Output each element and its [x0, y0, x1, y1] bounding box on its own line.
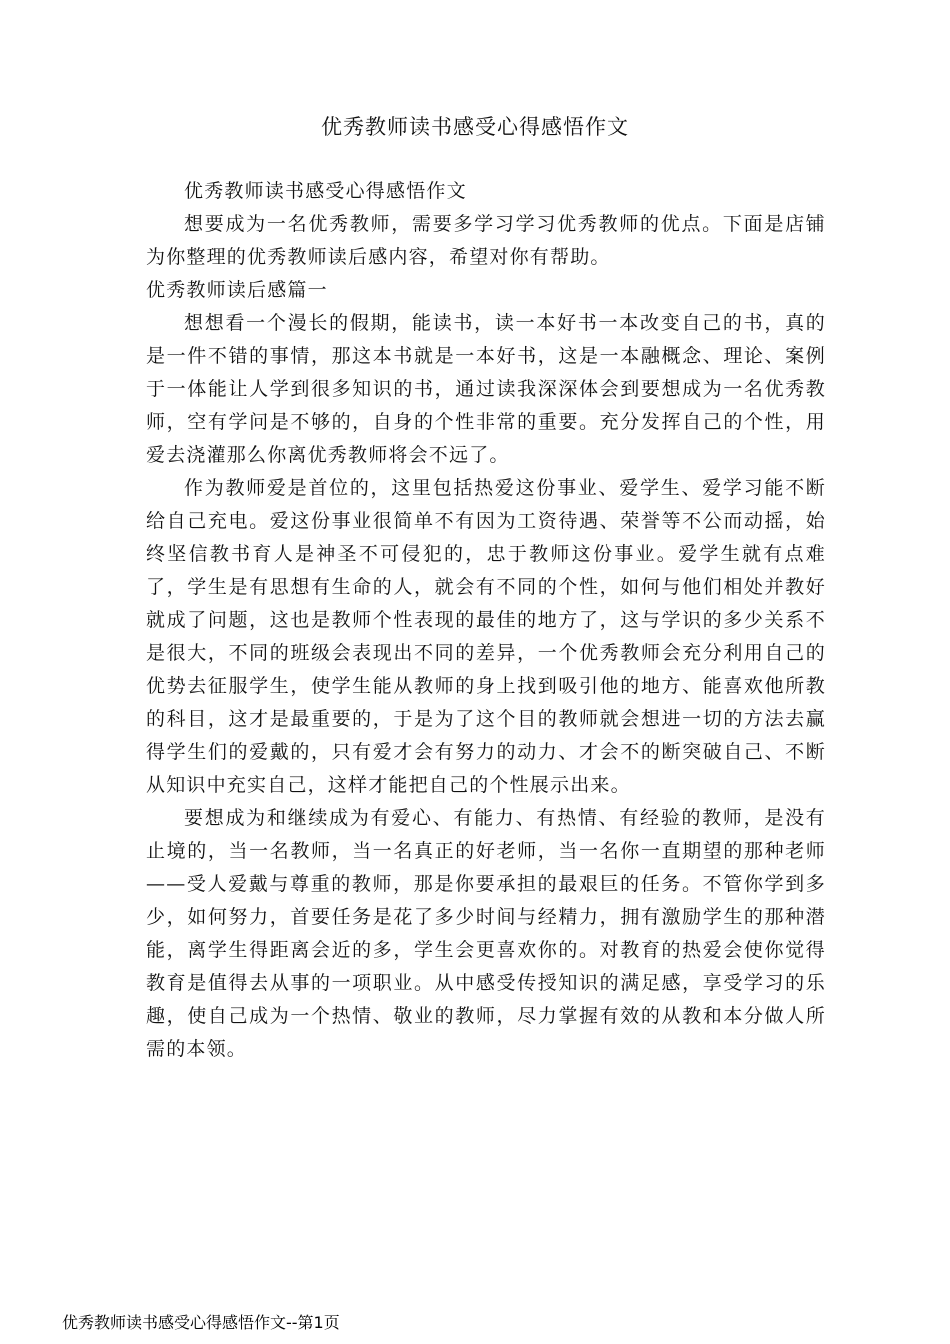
section-heading: 优秀教师读后感篇一	[146, 279, 328, 301]
body-paragraph-1: 想想看一个漫长的假期，能读书，读一本好书一本改变自己的书，真的是一件不错的事情，那这本书就是一本好书，这是一本融概念、理论、案例于一体能让人学到很多知识的书，通过读我深深体会到要想成为一名优秀教师，空有学问是不够的，自身的个性非常的重要。充分发挥自己的个性，用爱去浇灌那么你离优秀教师将会不远了。	[146, 312, 826, 466]
page-footer: 优秀教师读书感受心得感悟作文--第1页	[62, 1313, 340, 1332]
body-paragraph-2: 作为教师爱是首位的，这里包括热爱这份事业、爱学生、爱学习能不断给自己充电。爱这份事业很简单不有因为工资待遇、荣誉等不公而动摇，始终坚信教书育人是神圣不可侵犯的，忠于教师这份事业。爱学生就有点难了，学生是有思想有生命的人，就会有不同的个性，如何与他们相处并教好就成了问题，这也是教师个性表现的最佳的地方了，这与学识的多少关系不是很大，不同的班级会表现出不同的差异，一个优秀教师会充分利用自己的优势去征服学生，使学生能从教师的身上找到吸引他的地方、能喜欢他所教的科目，这才是最重要的，于是为了这个目的教师就会想进一切的方法去赢得学生们的爱戴的，只有爱才会有努力的动力、才会不的断突破自己、不断从知识中充实自己，这样才能把自己的个性展示出来。	[146, 477, 826, 796]
document-body	[146, 175, 826, 1066]
subtitle-paragraph: 优秀教师读书感受心得感悟作文	[184, 180, 467, 202]
body-paragraph-3: 要想成为和继续成为有爱心、有能力、有热情、有经验的教师，是没有止境的，当一名教师，当一名真正的好老师，当一名你一直期望的那种老师——受人爱戴与尊重的教师，那是你要承担的最艰巨的任务。不管你学到多少，如何努力，首要任务是花了多少时间与经精力，拥有激励学生的那种潜能，离学生得距离会近的多，学生会更喜欢你的。对教育的热爱会使你觉得教育是值得去从事的一项职业。从中感受传授知识的满足感，享受学习的乐趣，使自己成为一个热情、敬业的教师，尽力掌握有效的从教和本分做人所需的本领。	[146, 807, 826, 1060]
intro-paragraph: 想要成为一名优秀教师，需要多学习学习优秀教师的优点。下面是店铺为你整理的优秀教师读后感内容，希望对你有帮助。	[146, 213, 826, 268]
document-title: 优秀教师读书感受心得感悟作文	[321, 115, 629, 139]
